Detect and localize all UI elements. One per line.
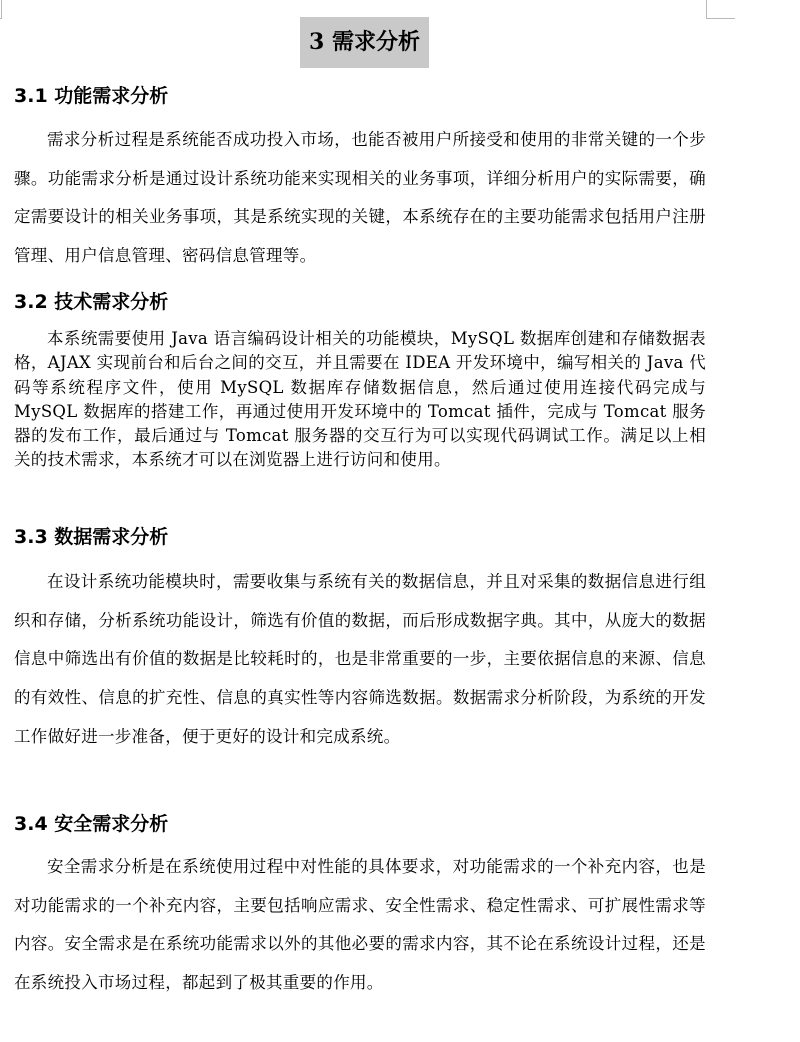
section-paragraph-3-4: 安全需求分析是在系统使用过程中对性能的具体要求，对功能需求的一个补充内容，也是对功能需求的一个补充内容，主要包括响应需求、安全性需求、稳定性需求、可扩展性需求等内容。安全需求是在系统功能需求以外的其他必要的需求内容，其不论在系统设计过程，还是在系统投入市场过程，都起到了极其重要的作用。 xyxy=(14,857,706,993)
chapter-title: 3 需求分析 xyxy=(300,17,429,68)
section-paragraph-3-3: 在设计系统功能模块时，需要收集与系统有关的数据信息，并且对采集的数据信息进行组织和存储，分析系统功能设计，筛选有价值的数据，而后形成数据字典。其中，从庞大的数据信息中筛选出有价值的数据是比较耗时的，也是非常重要的一步，主要依据信息的来源、信息的有效性、信息的扩充性、信息的真实性等内容筛选数据。数据需求分析阶段，为系统的开发工作做好进一步准备，便于更好的设计和完成系统。 xyxy=(14,572,706,746)
section-heading-3-1: 3.1 功能需求分析 xyxy=(14,85,169,107)
section-paragraph-3-2: 本系统需要使用 Java 语言编码设计相关的功能模块，MySQL 数据库创建和存储数据表格，AJAX 实现前台和后台之间的交互，并且需要在 IDEA 开发环境中，编写相关的 Java 代码等系统程序文件，使用 MySQL 数据库存储数据信息，然后通过使用连接代码完成与 MySQL 数据库的搭建工作，再通过使用开发环境中的 Tomcat 插件，完成与 Tomcat 服务器的发布工作，最后通过与 Tomcat 服务器的交互行为可以实现代码调试工作。满足以上相关的技术需求，本系统才可以在浏览器上进行访问和使用。 xyxy=(14,329,706,470)
section-paragraph-3-1: 需求分析过程是系统能否成功投入市场，也能否被用户所接受和使用的非常关键的一个步骤。功能需求分析是通过设计系统功能来实现相关的业务事项，详细分析用户的实际需要，确定需要设计的相关业务事项，其是系统实现的关键，本系统存在的主要功能需求包括用户注册管理、用户信息管理、密码信息管理等。 xyxy=(14,130,706,266)
page-corner-mark-left xyxy=(0,0,2,19)
section-heading-3-4: 3.4 安全需求分析 xyxy=(14,813,169,835)
section-heading-3-2: 3.2 技术需求分析 xyxy=(14,291,169,313)
section-heading-3-3: 3.3 数据需求分析 xyxy=(14,526,169,548)
page-corner-mark-right xyxy=(706,0,735,19)
